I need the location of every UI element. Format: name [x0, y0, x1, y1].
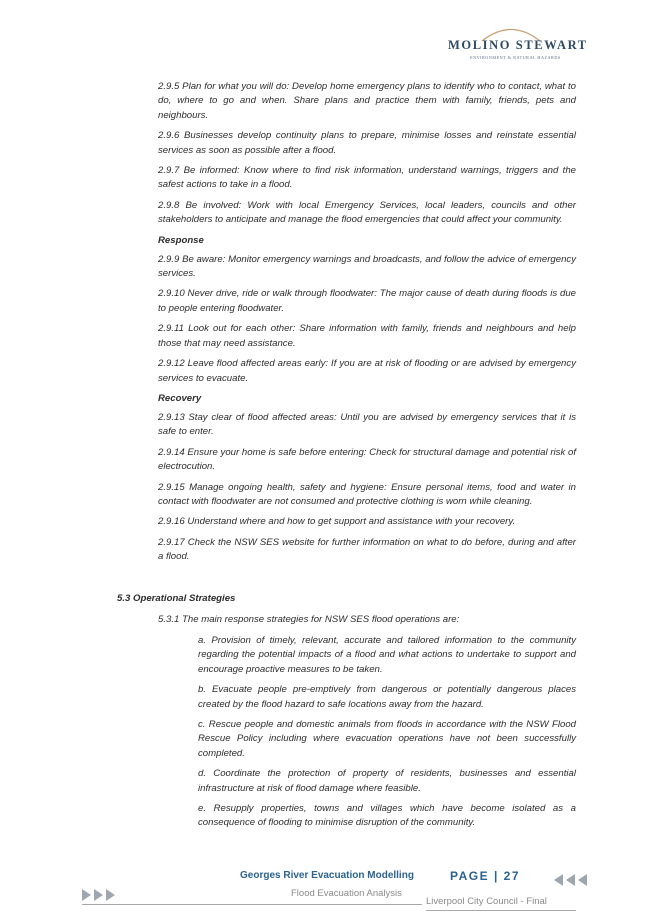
paragraph-2-9-8: 2.9.8 Be involved: Work with local Emergency Services, local leaders, councils and other stakeholders to anticipate and manage the flood emergencies that could affect your community.	[158, 199, 576, 226]
paragraph-2-9-11: 2.9.11 Look out for each other: Share information with family, friends and neighbours and help those that may need assistance.	[158, 323, 576, 349]
page-number: PAGE | 27	[450, 869, 520, 883]
paragraph-2-9-7: 2.9.7 Be informed: Know where to find risk information, understand warnings, triggers and the safest actions to take in a flood.	[158, 165, 576, 191]
paragraph-2-9-10: 2.9.10 Never drive, ride or walk through floodwater: The major cause of death during floods is due to people entering floodwater.	[158, 288, 576, 314]
footer-divider	[82, 904, 422, 905]
strategy-item-d: d. Coordinate the protection of property of residents, businesses and essential infrastructure at risk of flood damage where feasible.	[198, 768, 576, 794]
back-arrows-icon	[554, 874, 590, 886]
response-heading: Response	[158, 234, 204, 246]
paragraph-2-9-15: 2.9.15 Manage ongoing health, safety and hygiene: Ensure personal items, food and water in contact with floodwater are not consumed and protective clothing is worn while cleaning.	[158, 481, 576, 507]
paragraph-2-9-9: 2.9.9 Be aware: Monitor emergency warnings and broadcasts, and follow the advice of emergency services.	[158, 253, 576, 280]
paragraph-2-9-5: 2.9.5 Plan for what you will do: Develop home emergency plans to identify who to contact, what to do, where to go and when. Share plans and practice them with family, friends, pets and neighbours.	[158, 81, 576, 121]
footer-divider-client	[426, 910, 576, 911]
main-content	[158, 80, 576, 571]
strategy-list	[198, 634, 576, 837]
recovery-heading: Recovery	[158, 392, 202, 404]
footer-client: Liverpool City Council - Final	[426, 896, 547, 907]
paragraph-2-9-14: 2.9.14 Ensure your home is safe before entering: Check for structural damage and potential risk of electrocution.	[158, 446, 576, 473]
company-logo	[440, 24, 588, 64]
footer-report-subtitle: Flood Evacuation Analysis	[291, 888, 402, 899]
company-name: MOLINO STEWART	[448, 38, 588, 52]
company-tagline: ENVIRONMENT & NATURAL HAZARDS	[470, 55, 561, 60]
paragraph-2-9-13: 2.9.13 Stay clear of flood affected areas: Until you are advised by emergency services that it is safe to enter.	[158, 411, 576, 438]
strategy-item-e: e. Resupply properties, towns and villages which have become isolated as a consequence of flooding to minimise disruption of the community.	[198, 803, 576, 829]
strategy-item-b: b. Evacuate people pre-emptively from dangerous or potentially dangerous places created by the flood hazard to safe locations away from the hazard.	[198, 684, 576, 710]
forward-arrows-icon	[82, 889, 118, 901]
paragraph-2-9-6: 2.9.6 Businesses develop continuity plans to prepare, minimise losses and reinstate essential services as soon as possible after a flood.	[158, 130, 576, 156]
footer-report-title: Georges River Evacuation Modelling	[240, 870, 414, 881]
section-intro: 5.3.1 The main response strategies for NSW SES flood operations are:	[158, 614, 460, 625]
strategy-item-a: a. Provision of timely, relevant, accurate and tailored information to the community regarding the potential impacts of a flood and what actions to undertake to support and encourage proactive measures to be taken.	[198, 635, 576, 675]
paragraph-2-9-12: 2.9.12 Leave flood affected areas early: If you are at risk of flooding or are advised by emergency services to evacuate.	[158, 358, 576, 384]
strategy-item-c: c. Rescue people and domestic animals from floods in accordance with the NSW Flood Rescue Policy including where evacuation operations have not been successfully completed.	[198, 719, 576, 759]
section-heading: 5.3 Operational Strategies	[117, 593, 236, 604]
paragraph-2-9-17: 2.9.17 Check the NSW SES website for further information on what to do before, during and after a flood.	[158, 536, 576, 563]
paragraph-2-9-16: 2.9.16 Understand where and how to get support and assistance with your recovery.	[158, 516, 516, 528]
